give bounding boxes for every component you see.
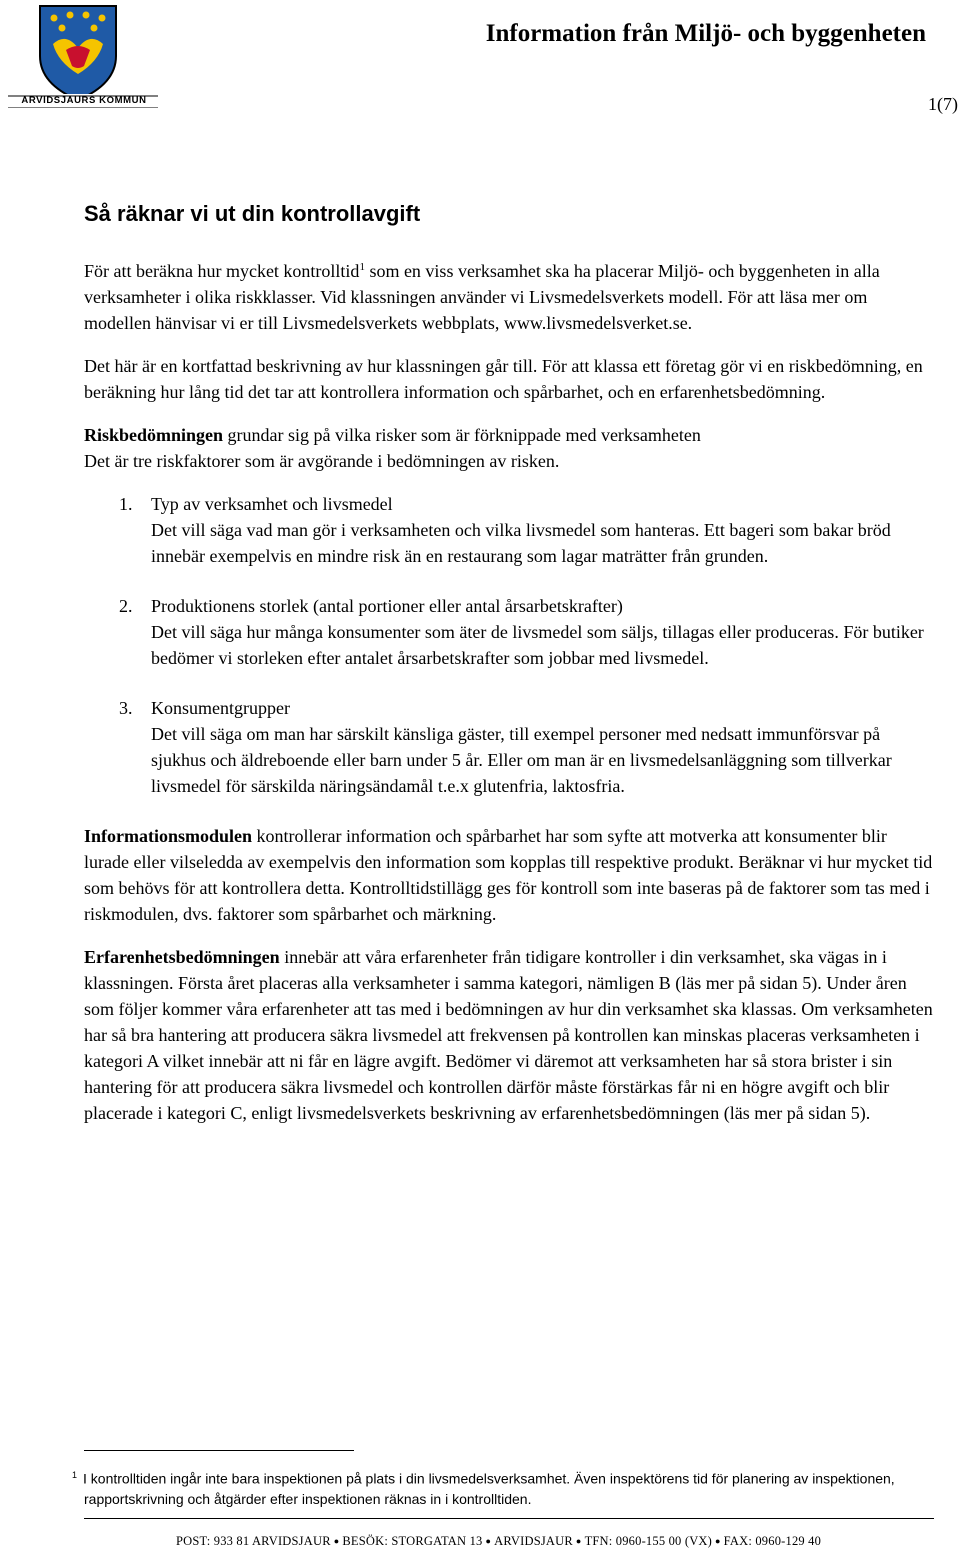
experience-paragraph: Erfarenhetsbedömningen innebär att våra erfarenheter från tidigare kontroller i din verksamhet, ska vägas in i klassningen. Första året placeras alla verksamheter i samma kategori, nämligen B (läs mer på sidan 5). Under åren som följer kommer våra erfarenheter att tas med i bedömningen av hur din verksamhet ska klassas. Om verksamheten har så bra hantering att producera säkra livsmedel att frekvensen på kontrollen kan minskas placeras verksamheten i kategori A vilket innebär att ni får en lägre avgift. Bedömer vi däremot att verksamheten har så stora brister i sin hantering för att producera säkra livsmedel och kontrollen därför måste förstärkas får ni en högre avgift och blir placerade i kategori C, enligt livsmedelsverkets beskrivning av erfarenhetsbedömningen (läs mer på sidan 5). xyxy=(84,947,933,1123)
page-number: 1(7) xyxy=(928,94,958,114)
list-item-text: Det vill säga hur många konsumenter som äter de livsmedel som säljs, tillagas eller produceras. För butiker bedömer vi storleken efter antalet årsarbetskrafter som jobbar med livsmedel. xyxy=(151,622,924,668)
bullet-icon: ● xyxy=(485,1536,492,1546)
logo-text: ARVIDSJAURS KOMMUN xyxy=(21,95,147,106)
risk-paragraph: Riskbedömningen grundar sig på vilka risker som är förknippade med verksamheten xyxy=(84,425,701,445)
classification-paragraph: Det här är en kortfattad beskrivning av hur klassningen går till. För att klassa ett företag gör vi en riskbedömning, en beräkning hur lång tid det tar att kontrollera information och spårbarhet, och en erfarenhetsbedömning. xyxy=(84,356,923,402)
list-item: 3. Konsumentgrupper Det vill säga om man har särskilt känsliga gäster, till exempel personer med nedsatt immunförsvar på sjukhus och äldreboende eller barn under 5 år. Eller om man är en livsmedelsanläggning som tillverkar livsmedel för särskilda näringsändamål t.e.x glutenfria, laktosfria. xyxy=(84,695,936,799)
coat-of-arms-icon xyxy=(8,4,158,108)
risk-factor-list xyxy=(84,491,936,799)
list-item-heading: Produktionens storlek (antal portioner eller antal årsarbetskrafter) xyxy=(151,596,623,616)
risk-paragraph-line2: Det är tre riskfaktorer som är avgörande i bedömningen av risken. xyxy=(84,451,560,471)
footnote: $^1$ I kontrolltiden ingår inte bara inspektionen på plats i din livsmedelsverksamhet. Även inspektörens tid för planering av inspektionen, rapportskrivning och åtgärder efter inspektionen räknas in i kontrolltiden. xyxy=(72,1470,895,1507)
document-body xyxy=(84,200,936,1143)
municipality-logo xyxy=(8,4,158,108)
list-item-heading: Konsumentgrupper xyxy=(151,698,290,718)
risk-lead: Riskbedömningen xyxy=(84,425,224,445)
intro-paragraph: För att beräkna hur mycket kontrolltid$^1$ som en viss verksamhet ska ha placerar Miljö- och byggenheten in alla verksamheter i olika riskklasser. Vid klassningen använder vi Livsmedelsverkets modell. För att läsa mer om modellen hänvisar vi er till Livsmedelsverkets webbplats, www.livsmedelsverket.se. xyxy=(84,261,880,333)
bullet-icon: ● xyxy=(715,1536,721,1546)
list-item-heading: Typ av verksamhet och livsmedel xyxy=(151,494,393,514)
list-item-text: Det vill säga om man har särskilt känsliga gäster, till exempel personer med nedsatt immunförsvar på sjukhus och äldreboende eller barn under 5 år. Eller om man är en livsmedelsanläggning som tillverkar livsmedel för särskilda näringsändamål t.e.x glutenfria, laktosfria. xyxy=(151,724,892,796)
information-module-paragraph: Informationsmodulen kontrollerar information och spårbarhet har som syfte att motverka att konsumenter blir lurade eller vilseledda av exempelvis den information som kopplas till respektive produkt. Beräknar vi hur mycket tid som behövs för att kontrollera detta. Kontrolltidstillägg ges för kontroll som inte baseras på de faktorer som tas med i riskmodulen, dvs. faktorer som spårbarhet och märkning. xyxy=(84,826,933,924)
document-title: Så räknar vi ut din kontrollavgift xyxy=(84,201,421,226)
footnote-divider xyxy=(84,1450,354,1451)
bullet-icon: ● xyxy=(333,1536,340,1546)
header-title: Information från Miljö- och byggenheten xyxy=(485,20,926,47)
footer-divider xyxy=(84,1518,934,1519)
list-item-text: Det vill säga vad man gör i verksamheten och vilka livsmedel som hanteras. Ett bageri som bakar bröd innebär exempelvis en mindre risk än en restaurang som lagar maträtter från grunden. xyxy=(151,520,891,566)
list-item: 1. Typ av verksamhet och livsmedel Det vill säga vad man gör i verksamheten och vilka livsmedel som hanteras. Ett bageri som bakar bröd innebär exempelvis en mindre risk än en restaurang som lagar maträtter från grunden. xyxy=(84,491,936,569)
bullet-icon: ● xyxy=(575,1536,582,1546)
footer-address: POST: 933 81 ARVIDSJAUR ● BESÖK: STORGATAN 13 ● ARVIDSJAUR ● TFN: 0960-155 00 (VX) ● FAX: 0960-129 40 xyxy=(176,1534,822,1548)
list-item: 2. Produktionens storlek (antal portioner eller antal årsarbetskrafter) Det vill säga hur många konsumenter som äter de livsmedel som säljs, tillagas eller produceras. För butiker bedömer vi storleken efter antalet årsarbetskrafter som jobbar med livsmedel. xyxy=(84,593,936,671)
footnote-reference: 1 xyxy=(359,261,365,273)
